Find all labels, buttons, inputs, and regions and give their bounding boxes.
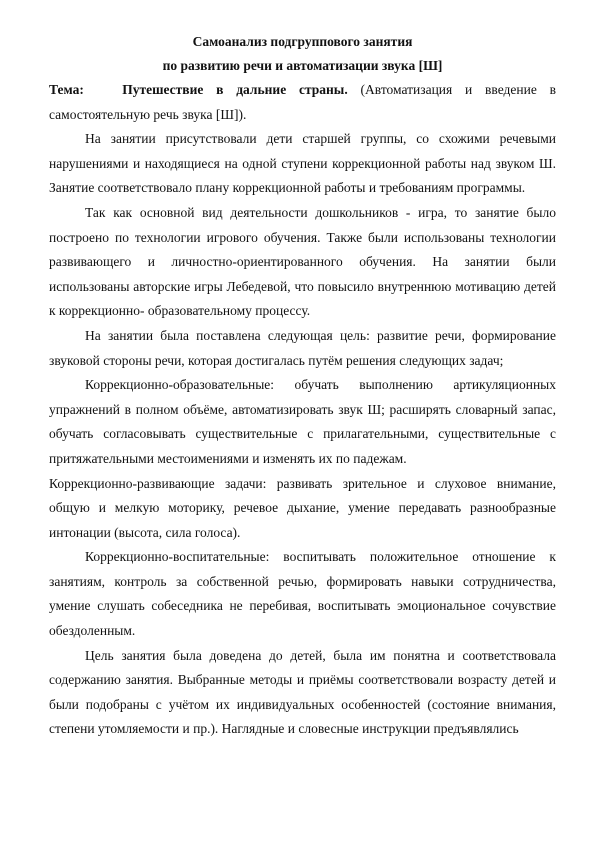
topic-description: (Автоматизация и введение в самостоятельную речь звука [Ш]). [49, 82, 556, 122]
paragraph-goal-communication: Цель занятия была доведена до детей, была им понятна и соответствовала содержанию занятия. Выбранные методы и приёмы соответствовали возрасту детей и были подобраны с учётом их индивидуальных особенностей (состояние внимания, степени утомляемости и пр.). Наглядные и словесные инструкции предъявлялись [49, 647, 556, 737]
topic-label: Тема: [49, 82, 84, 97]
document-page [49, 30, 556, 742]
topic-paragraph [49, 78, 556, 127]
paragraph-correctional-educational: Коррекционно-образовательные: обучать выполнению артикуляционных упражнений в полном объёме, автоматизировать звук Ш; расширять словарный запас, обучать согласовывать существительные с прилагательными, существительные с притяжательными местоимениями и изменять их по падежам. [49, 377, 556, 466]
document-title-line-1: Самоанализ подгруппового занятия [192, 34, 413, 49]
paragraph-attendance: На занятии присутствовали дети старшей группы, со схожими речевыми нарушениями и находящиеся на одной ступени коррекционной работы над звуком Ш. Занятие соответствовало плану коррекционной работы и требованиям программы. [49, 131, 556, 196]
paragraph-goal: На занятии была поставлена следующая цель: развитие речи, формирование звуковой стороны речи, которая достигалась путём решения следующих задач; [49, 327, 556, 368]
document-title-line-2: по развитию речи и автоматизации звука [Ш] [162, 58, 443, 73]
paragraph-correctional-developmental: Коррекционно-развивающие задачи: развивать зрительное и слуховое внимание, общую и мелкую моторику, речевое дыхание, умение передавать разнообразные интонации (высота, сила голоса). [49, 475, 556, 540]
topic-title: Путешествие в дальние страны. [122, 82, 348, 97]
paragraph-technologies: Так как основной вид деятельности дошкольников - игра, то занятие было построено по технологии игрового обучения. Также были использованы технологии развивающего и личностно-ориентированного обучения. На занятии были использованы авторские игры Лебедевой, что повысило внутреннюю мотивацию детей к коррекционно- образовательному процессу. [49, 204, 556, 319]
paragraph-correctional-upbringing: Коррекционно-воспитательные: воспитывать положительное отношение к занятиям, контроль за собственной речью, формировать навыки сотрудничества, умение слушать собеседника не перебивая, воспитывать эмоциональное сочувствие обездоленным. [49, 549, 556, 639]
